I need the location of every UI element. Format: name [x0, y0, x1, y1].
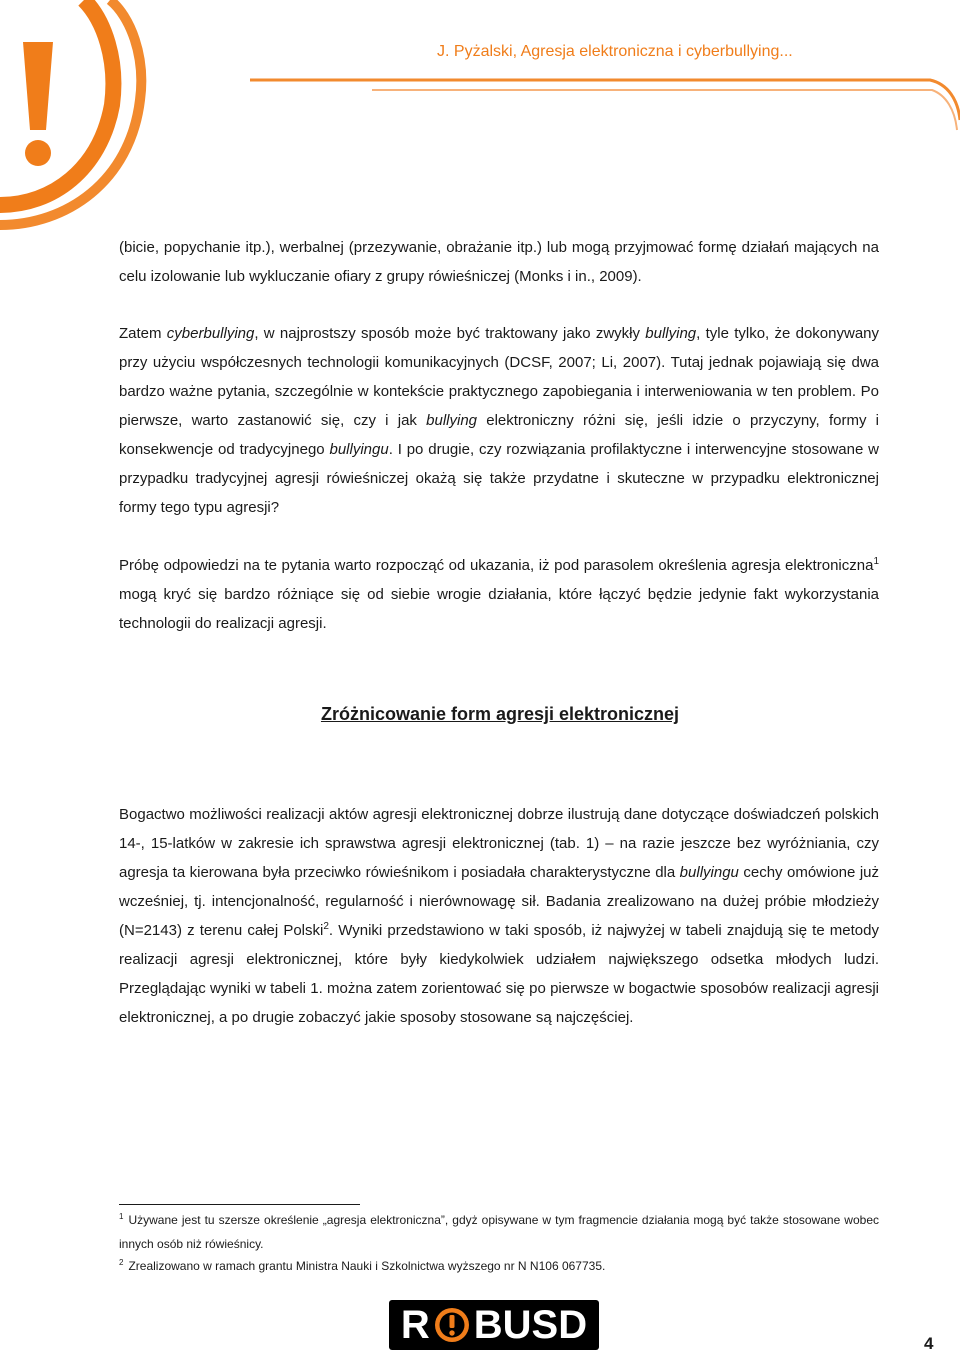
- footnote-number: 2: [119, 1258, 124, 1267]
- footnote-text: Zrealizowano w ramach grantu Ministra Nauki i Szkolnictwa wyższego nr N N106 067735.: [128, 1259, 606, 1273]
- paragraph-1: [119, 233, 879, 291]
- paragraph-2-text: , tyle tylko, że dokonywany przy użyciu współczesnych technologii komunikacyjnych (DCSF, 2007; Li, 2007). Tutaj jednak pojawiają się dwa bardzo ważne pytania, szczególnie w kontekście praktycznego zapobiegania i interweniowania w ten problem. Po pierwsze, warto zastanowić się, czy i jak: [119, 325, 879, 429]
- italic-term: bullyingu: [679, 864, 739, 881]
- paragraph-2-text: Zatem: [119, 325, 167, 342]
- exclamation-mark-icon: [18, 38, 58, 168]
- paragraph-2-text: . I po drugie, czy rozwiązania profilaktyczne i interwencyjne stosowane w przypadku tradycyjnej agresji rówieśniczej okażą się także przydatne i skuteczne w przypadku elektronicznej formy tego typu agresji?: [119, 441, 879, 516]
- footnote-number: 1: [119, 1212, 124, 1221]
- paragraph-2: [119, 319, 879, 522]
- paragraph-4-text: cechy omówione już wcześniej, tj. intencjonalność, regularność i nierównowagę sił. Badania zrealizowano na dużej próbie młodzieży (N=2143) z terenu całej Polski: [119, 864, 879, 939]
- logo-text-left: R: [400, 1303, 430, 1347]
- footnote-ref-2[interactable]: 2: [323, 921, 329, 932]
- header-title: J. Pyżalski, Agresja elektroniczna i cyberbullying...: [437, 43, 793, 60]
- footnote-1: [119, 1208, 879, 1256]
- paragraph-4: [119, 800, 879, 1032]
- paragraph-1-text: (bicie, popychanie itp.), werbalnej (przezywanie, obrażanie itp.) lub mogą przyjmować formę działań mających na celu izolowanie lub wykluczanie ofiary z grupy rówieśniczej (Monks i in., 2009).: [119, 239, 879, 285]
- paragraph-3-text: Próbę odpowiedzi na te pytania warto rozpocząć od ukazania, iż pod parasolem określenia agresja elektroniczna: [119, 557, 874, 574]
- italic-term: bullyingu: [329, 441, 389, 458]
- paragraph-3: [119, 551, 879, 638]
- logo-text-right: BUSD: [473, 1303, 588, 1347]
- footnote-ref-1[interactable]: 1: [873, 556, 879, 567]
- footnote-2: [119, 1254, 879, 1278]
- paragraph-2-text: elektroniczny różni się, jeśli idzie o przyczyny, formy i konsekwencje od tradycyjnego: [119, 412, 879, 458]
- footnote-text: Używane jest tu szersze określenie „agresja elektroniczna”, gdyż opisywane w tym fragmencie działania mogą być także stosowane wobec innych osób niż rówieśnicy.: [119, 1213, 879, 1251]
- page-number: 4: [924, 1334, 934, 1353]
- italic-term: bullying: [426, 412, 478, 429]
- footnote-divider: [119, 1204, 360, 1205]
- robusd-logo: [389, 1300, 599, 1350]
- italic-term: bullying: [645, 325, 697, 342]
- paragraph-3-text: mogą kryć się bardzo różniące się od siebie wrogie działania, które łączyć będzie jedynie fakt wykorzystania technologii do realizacji agresji.: [119, 586, 879, 632]
- section-heading: Zróżnicowanie form agresji elektronicznej: [320, 704, 680, 724]
- paragraph-4-text: Bogactwo możliwości realizacji aktów agresji elektronicznej dobrze ilustrują dane dotyczące doświadczeń polskich 14-, 15-latków w zakresie ich sprawstwa agresji elektronicznej (tab. 1) – na razie jeszcze bez wyróżniania, czy agresja ta kierowana była przeciwko rówieśnikom i posiadała charakterystyczne dla: [119, 806, 879, 881]
- paragraph-2-text: , w najprostszy sposób może być traktowany jako zwykły: [254, 325, 646, 342]
- alert-circle-icon: [432, 1305, 472, 1345]
- italic-term: cyberbullying: [166, 325, 255, 342]
- paragraph-4-text: . Wyniki przedstawiono w taki sposób, iż najwyżej w tabeli znajdują się te metody realizacji agresji elektronicznej, które były kiedykolwiek udziałem największego odsetka młodych ludzi. Przeglądając wyniki w tabeli 1. można zatem zorientować się po pierwsze w bogactwie sposobów realizacji agresji elektronicznej, a po drugie zobaczyć jakie sposoby stosowane są najczęściej.: [119, 922, 879, 1026]
